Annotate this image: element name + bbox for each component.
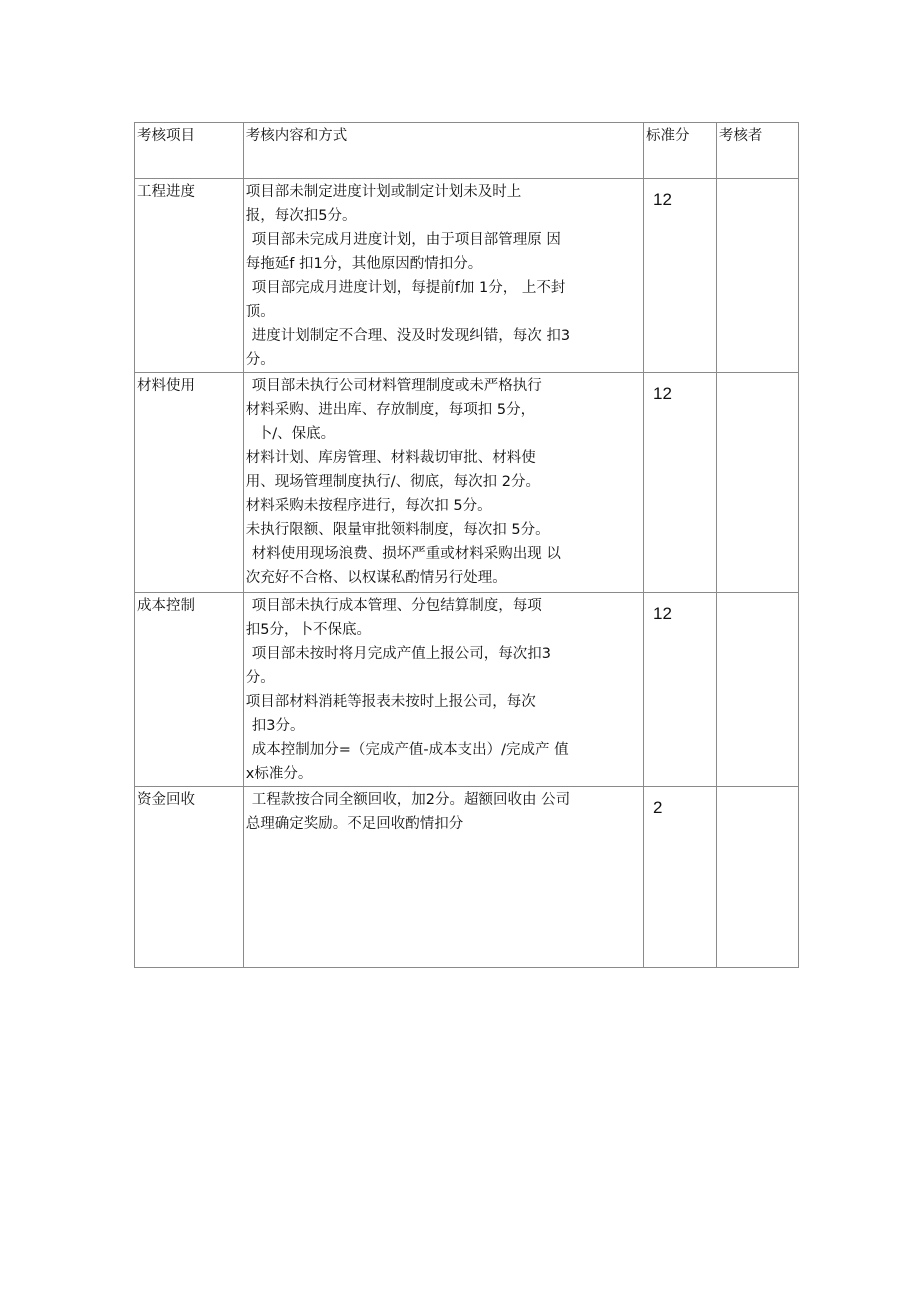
- header-score: 标准分: [644, 123, 717, 179]
- content-line: 项目部未完成月进度计划，由于项目部管理原 因: [251, 232, 561, 248]
- content-line: 未执行限额、限量审批领料制度，每次扣 5分。: [245, 522, 550, 538]
- content-line: 总理确定奖励。不足回收酌情扣分: [245, 816, 464, 832]
- content-line: 报，每次扣5分。: [245, 208, 357, 224]
- content-line: 项目部未按时将月完成产值上报公司，每次扣3: [251, 646, 552, 662]
- content-line: 项目部未执行成本管理、分包结算制度，每项: [251, 598, 542, 614]
- row-assessor: [716, 179, 798, 373]
- table-row: [135, 373, 799, 593]
- content-line: 用、现场管理制度执行/、彻底，每次扣 2分。: [245, 474, 540, 490]
- content-line: 项目部未制定进度计划或制定计划未及时上: [245, 184, 522, 200]
- row-item: 成本控制: [135, 593, 244, 787]
- content-line: 每拖延f 扣1分，其他原因酌情扣分。: [245, 256, 483, 272]
- row-item: 资金回收: [135, 787, 244, 968]
- row-item: 材料使用: [135, 373, 244, 593]
- content-line: 扣5分，卜不保底。: [245, 622, 372, 638]
- row-score: 12: [644, 373, 717, 593]
- header-content: 考核内容和方式: [243, 123, 643, 179]
- row-content: [243, 179, 643, 373]
- table-row: [135, 787, 799, 968]
- content-line: x标准分。: [245, 766, 313, 782]
- content-line: 次充好不合格、以权谋私酌情另行处理。: [245, 570, 507, 586]
- row-score: 12: [644, 179, 717, 373]
- row-content: [243, 373, 643, 593]
- row-content: [243, 593, 643, 787]
- table-header-row: [135, 123, 799, 179]
- row-score: 2: [644, 787, 717, 968]
- content-line: 分。: [245, 352, 275, 368]
- row-assessor: [716, 593, 798, 787]
- content-line: 材料采购、进出库、存放制度，每项扣 5分，: [245, 402, 536, 418]
- row-item: 工程进度: [135, 179, 244, 373]
- content-line: 工程款按合同全额回收，加2分。超额回收由 公司: [251, 792, 571, 808]
- row-assessor: [716, 787, 798, 968]
- row-content: [243, 787, 643, 968]
- content-line: 顶。: [245, 304, 275, 320]
- content-line: 材料计划、库房管理、材料裁切审批、材料使: [245, 450, 536, 466]
- content-line: 卜/、保底。: [257, 426, 336, 442]
- content-line: 项目部材料消耗等报表未按时上报公司，每次: [245, 694, 536, 710]
- table-row: [135, 179, 799, 373]
- row-assessor: [716, 373, 798, 593]
- content-line: 项目部未执行公司材料管理制度或未严格执行: [251, 378, 542, 394]
- content-line: 扣3分。: [251, 718, 305, 734]
- row-score: 12: [644, 593, 717, 787]
- header-item: 考核项目: [135, 123, 244, 179]
- table-row: [135, 593, 799, 787]
- content-line: 进度计划制定不合理、没及时发现纠错，每次 扣3: [251, 328, 571, 344]
- content-line: 材料采购未按程序进行，每次扣 5分。: [245, 498, 492, 514]
- assessment-table: [134, 122, 799, 968]
- content-line: 成本控制加分=（完成产值-成本支出）/完成产 值: [251, 742, 569, 758]
- header-assessor: 考核者: [716, 123, 798, 179]
- content-line: 分。: [245, 670, 275, 686]
- content-line: 材料使用现场浪费、损坏严重或材料采购出现 以: [251, 546, 561, 562]
- content-line: 项目部完成月进度计划，每提前f加 1分， 上不封: [251, 280, 566, 296]
